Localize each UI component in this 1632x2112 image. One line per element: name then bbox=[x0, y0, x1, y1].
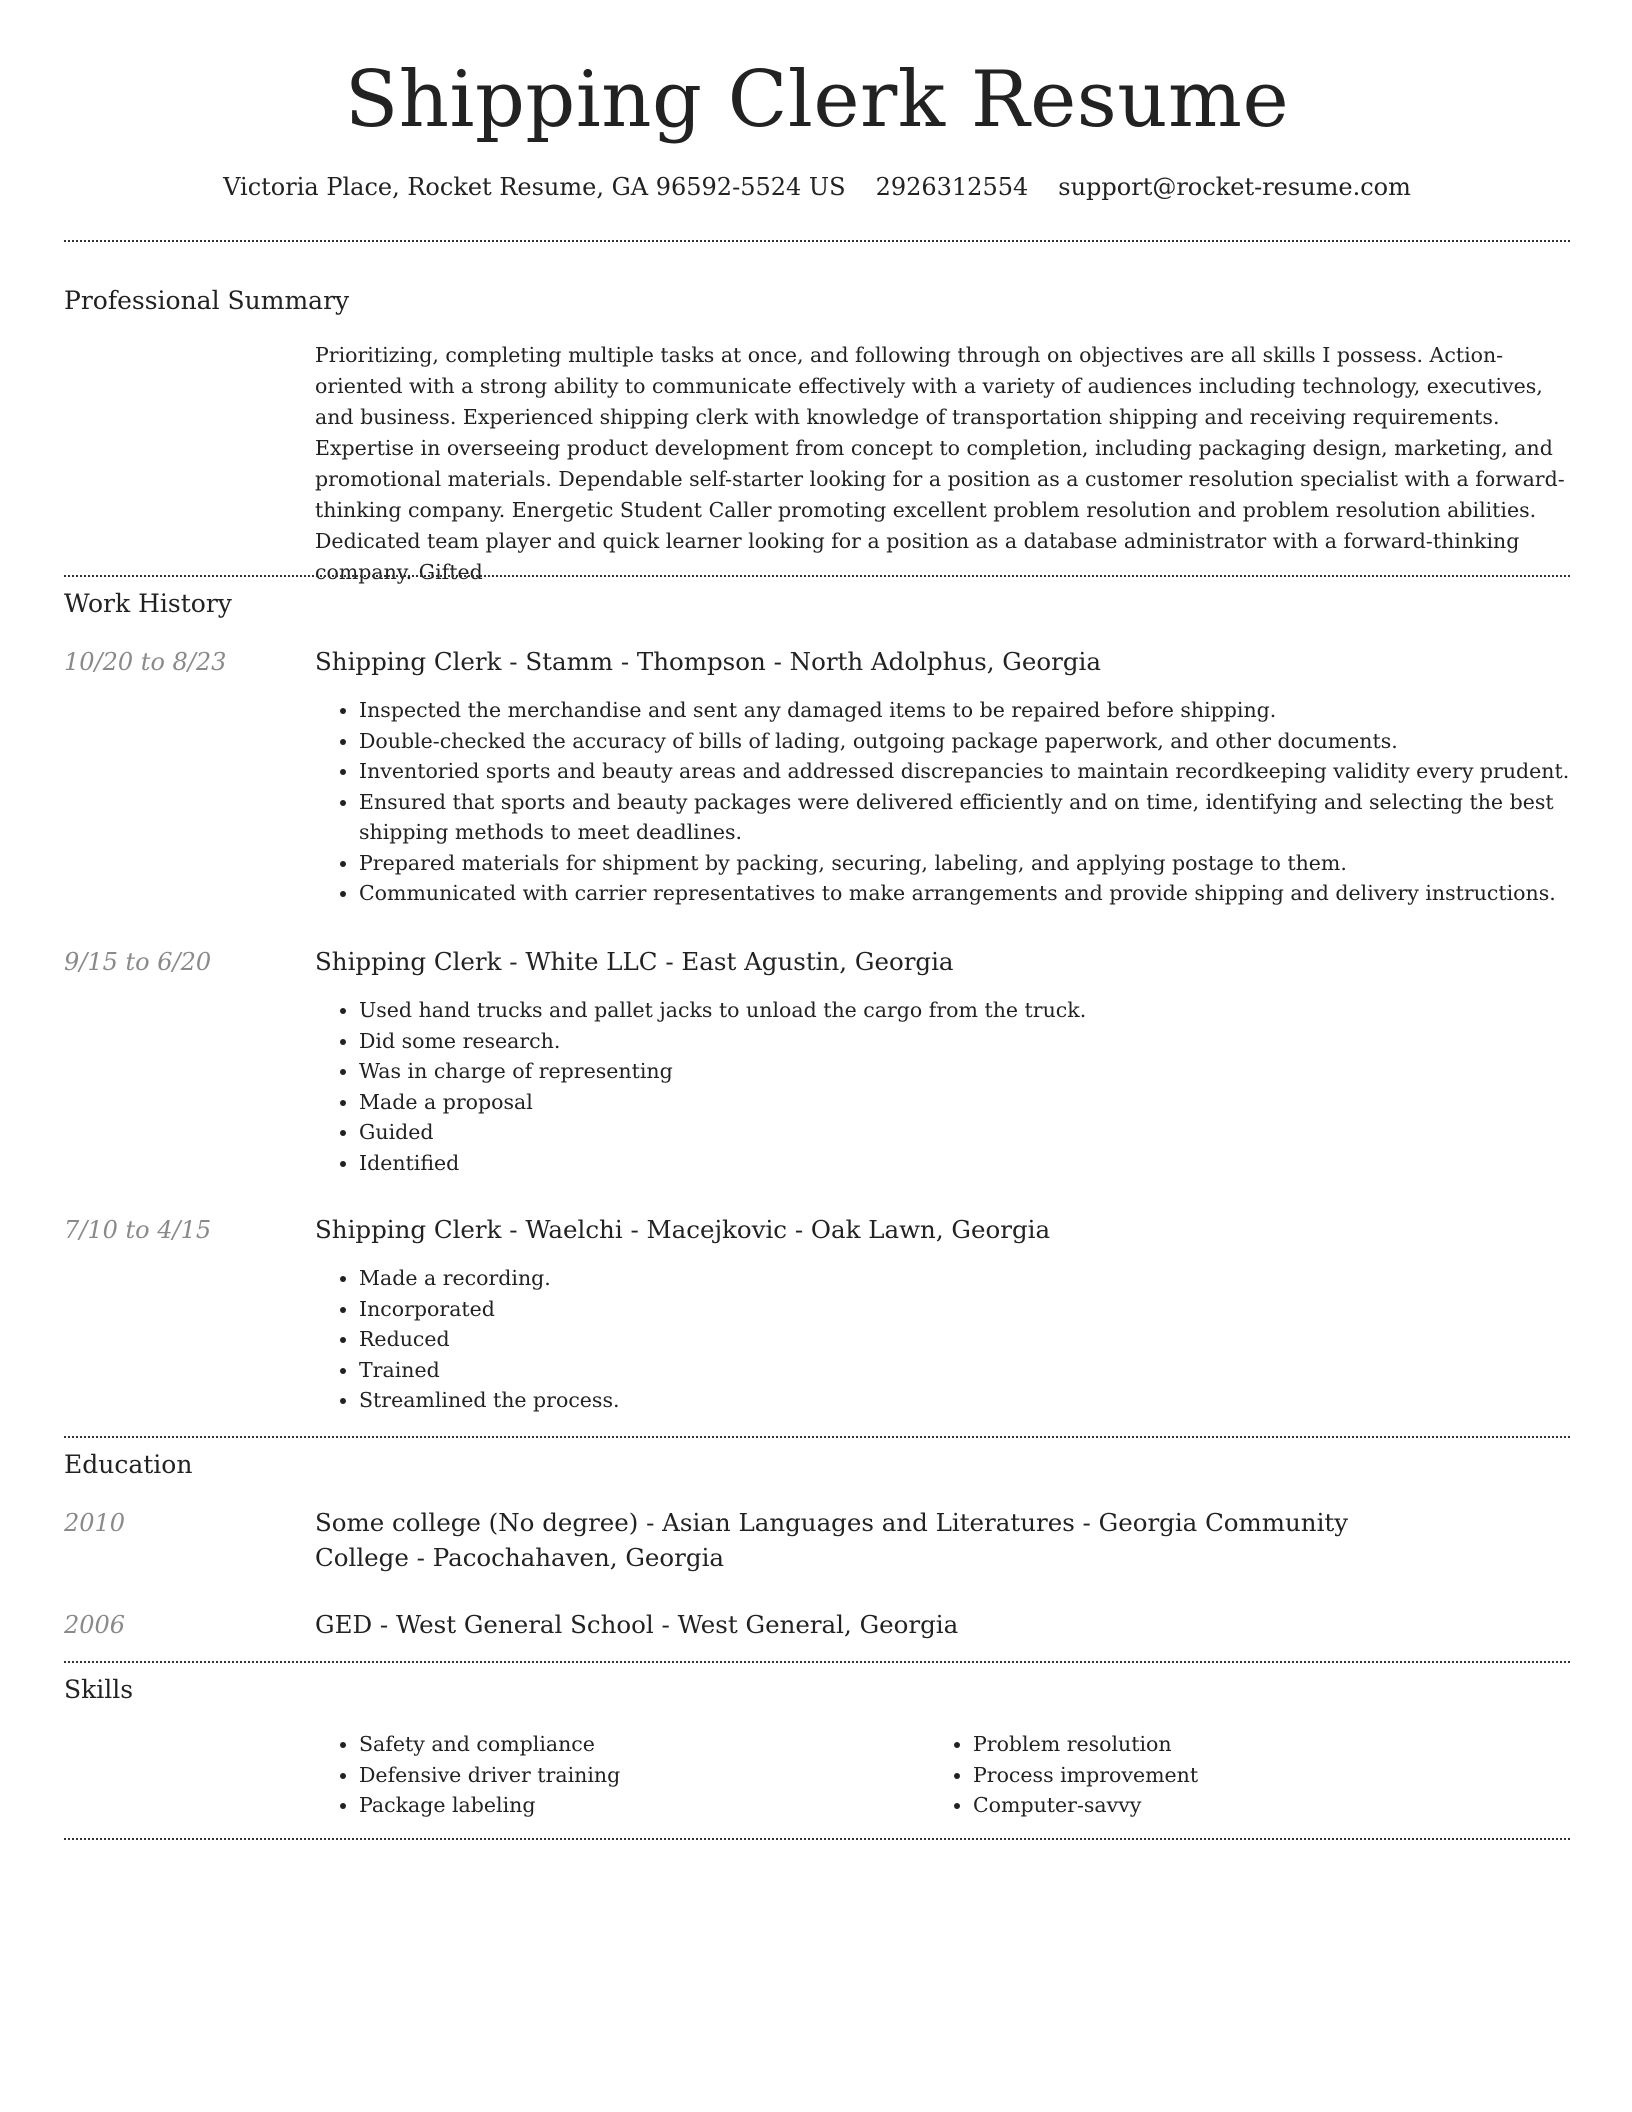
education-year: 2010 bbox=[64, 1509, 126, 1537]
education-heading: Education bbox=[64, 1450, 193, 1479]
job-dates: 7/10 to 4/15 bbox=[64, 1216, 212, 1244]
skills-heading: Skills bbox=[64, 1675, 134, 1704]
resume-title: Shipping Clerk Resume bbox=[344, 55, 1290, 145]
job-dates: 10/20 to 8/23 bbox=[64, 648, 227, 676]
divider bbox=[64, 240, 1570, 242]
education-title: Some college (No degree) - Asian Languages and Literatures - Georgia Community College - Pacochahaven, Georgia bbox=[315, 1508, 1349, 1572]
skills-column-2 bbox=[929, 1729, 1570, 1821]
contact-email: support@rocket-resume.com bbox=[1058, 173, 1411, 201]
summary-heading: Professional Summary bbox=[64, 286, 350, 315]
divider bbox=[64, 575, 1570, 577]
skill-item: • Process improvement bbox=[973, 1760, 1570, 1791]
list-item: • Double-checked the accuracy of bills of lading, outgoing package paperwork, and other documents. bbox=[359, 726, 1570, 757]
skills-column-1 bbox=[315, 1729, 929, 1821]
job-bullets bbox=[315, 1263, 1570, 1416]
contact-address: Victoria Place, Rocket Resume, GA 96592-5524 US bbox=[223, 173, 846, 201]
skill-item: • Problem resolution bbox=[973, 1729, 1570, 1760]
list-item: • Was in charge of representing bbox=[359, 1056, 1570, 1087]
job-title: Shipping Clerk - White LLC - East Agustin, Georgia bbox=[315, 947, 954, 976]
divider bbox=[64, 1661, 1570, 1663]
skill-item: • Computer-savvy bbox=[973, 1790, 1570, 1821]
list-item: • Used hand trucks and pallet jacks to unload the cargo from the truck. bbox=[359, 995, 1570, 1026]
divider bbox=[64, 1436, 1570, 1438]
list-item: • Made a recording. bbox=[359, 1263, 1570, 1294]
divider bbox=[64, 1838, 1570, 1840]
list-item: • Did some research. bbox=[359, 1026, 1570, 1057]
contact-phone: 2926312554 bbox=[875, 173, 1029, 201]
contact-line bbox=[64, 170, 1570, 204]
education-year: 2006 bbox=[64, 1611, 126, 1639]
list-item: • Prepared materials for shipment by packing, securing, labeling, and applying postage to them. bbox=[359, 848, 1570, 879]
summary-text: Prioritizing, completing multiple tasks at once, and following through on objectives are all skills I possess. Action-oriented with a strong ability to communicate effectively with a variety of audiences including technology, executives, and business. Experienced shipping clerk with knowledge of transportation shipping and receiving requirements. Expertise in overseeing product development from concept to completion, including packaging design, marketing, and promotional materials. Dependable self-starter looking for a position as a customer resolution specialist with a forward-thinking company. Energetic Student Caller promoting excellent problem resolution and problem resolution abilities. Dedicated team player and quick learner looking for a position as a database administrator with a forward-thinking company. Gifted bbox=[315, 343, 1565, 584]
education-title: GED - West General School - West General, Georgia bbox=[315, 1610, 959, 1639]
list-item: • Guided bbox=[359, 1117, 1570, 1148]
skill-item: • Defensive driver training bbox=[359, 1760, 929, 1791]
job-bullets bbox=[315, 695, 1570, 909]
list-item: • Reduced bbox=[359, 1324, 1570, 1355]
list-item: • Communicated with carrier representatives to make arrangements and provide shipping and delivery instructions. bbox=[359, 878, 1570, 909]
job-bullets bbox=[315, 995, 1570, 1178]
list-item: • Trained bbox=[359, 1355, 1570, 1386]
list-item: • Made a proposal bbox=[359, 1087, 1570, 1118]
list-item: • Ensured that sports and beauty packages were delivered efficiently and on time, identifying and selecting the best shipping methods to meet deadlines. bbox=[359, 787, 1570, 848]
list-item: • Inventoried sports and beauty areas and addressed discrepancies to maintain recordkeeping validity every prudent. bbox=[359, 756, 1570, 787]
list-item: • Incorporated bbox=[359, 1294, 1570, 1325]
job-title: Shipping Clerk - Waelchi - Macejkovic - Oak Lawn, Georgia bbox=[315, 1215, 1051, 1244]
job-title: Shipping Clerk - Stamm - Thompson - North Adolphus, Georgia bbox=[315, 647, 1101, 676]
skill-item: • Package labeling bbox=[359, 1790, 929, 1821]
list-item: • Streamlined the process. bbox=[359, 1385, 1570, 1416]
work-history-heading: Work History bbox=[64, 589, 232, 618]
list-item: • Inspected the merchandise and sent any damaged items to be repaired before shipping. bbox=[359, 695, 1570, 726]
job-dates: 9/15 to 6/20 bbox=[64, 948, 212, 976]
list-item: • Identified bbox=[359, 1148, 1570, 1179]
skill-item: • Safety and compliance bbox=[359, 1729, 929, 1760]
